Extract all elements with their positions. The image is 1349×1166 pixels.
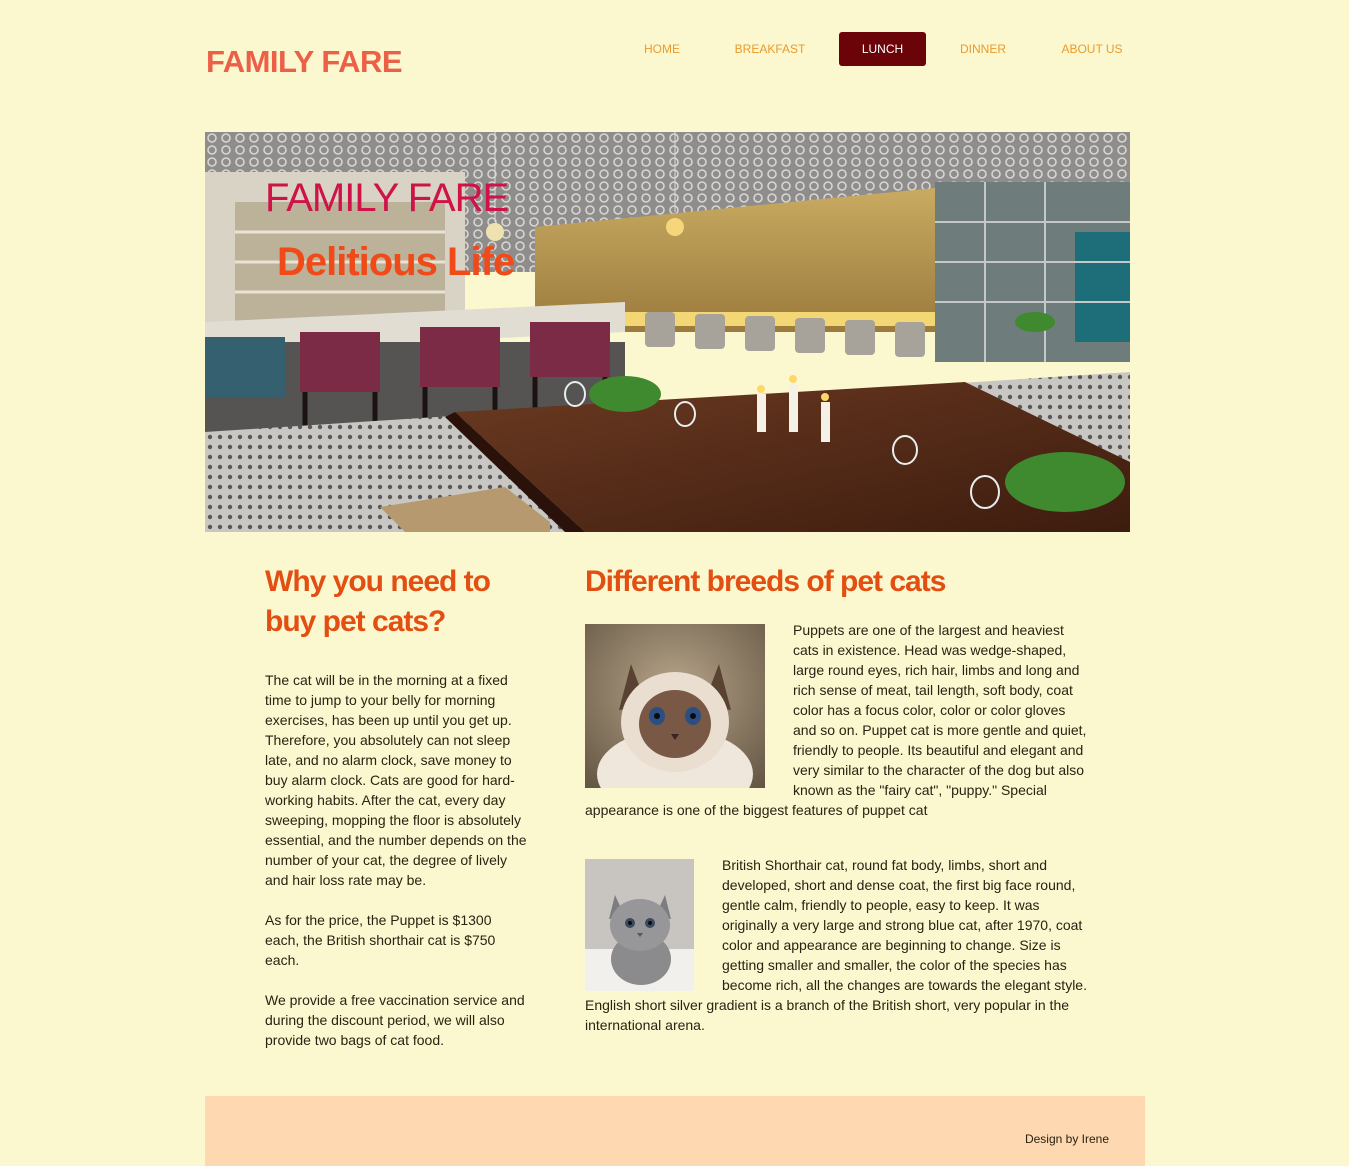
nav-about-us[interactable]: ABOUT US [1061, 42, 1123, 56]
why-buy-section [265, 562, 527, 1050]
hero-subtitle: Delitious Life [277, 240, 515, 284]
nav-dinner[interactable]: DINNER [959, 42, 1006, 56]
british-shorthair-description: British Shorthair cat, round fat body, limbs, short and developed, short and dense coat, the first big face round, gentle calm, friendly to people, easy to keep. It was originally a very large and strong blue cat, after 1970, coat color and appearance are beginning to change. Size is getting smaller and smaller, the color of the species has become rich, all the changes are towards the elegant style. English short silver gradient is a branch of the British short, very popular in the international arena. [585, 857, 1087, 1033]
british-shorthair-block [585, 855, 1087, 1035]
why-buy-paragraph-1: The cat will be in the morning at a fixed time to jump to your belly for morning exercises, has been up until you get up. Therefore, you absolutely can not sleep late, and no alarm clock, save money to buy alarm clock. Cats are good for hard-working habits. After the cat, every day sweeping, mopping the floor is absolutely essential, and the number depends on the number of your cat, the degree of lively and hair loss rate may be. [265, 672, 527, 888]
puppet-cat-block [585, 620, 1087, 820]
british-shorthair-photo [585, 859, 694, 991]
price-paragraph: As for the price, the Puppet is $1300 each, the British shorthair cat is $750 each. [265, 912, 496, 968]
nav-breakfast[interactable]: BREAKFAST [734, 42, 806, 56]
main-nav [612, 32, 1140, 66]
hero-title: FAMILY FARE [265, 176, 509, 220]
design-credit: Design by Irene [1024, 1132, 1109, 1146]
vaccination-paragraph: We provide a free vaccination service and during the discount period, we will also provide two bags of cat food. [265, 992, 525, 1048]
ragdoll-cat-photo [585, 624, 765, 788]
breeds-section [585, 562, 1087, 1035]
site-logo[interactable]: FAMILY FARE [206, 44, 403, 79]
nav-lunch[interactable]: LUNCH [839, 32, 926, 66]
puppet-cat-description: Puppets are one of the largest and heaviest cats in existence. Head was wedge-shaped, large round eyes, rich hair, limbs and long and rich sense of meat, tail length, soft body, coat color has a focus color, color or color gloves and so on. Puppet cat is more gentle and quiet, friendly to people. Its beautiful and elegant and very similar to the character of the dog but also known as the "fairy cat", "puppy." Special appearance is one of the biggest features of puppet cat [585, 622, 1087, 818]
nav-home[interactable]: HOME [644, 42, 680, 56]
why-buy-heading: Why you need to buy pet cats? [265, 565, 490, 638]
hero-banner [205, 132, 1130, 532]
breeds-heading: Different breeds of pet cats [585, 565, 946, 598]
footer [205, 1096, 1145, 1166]
